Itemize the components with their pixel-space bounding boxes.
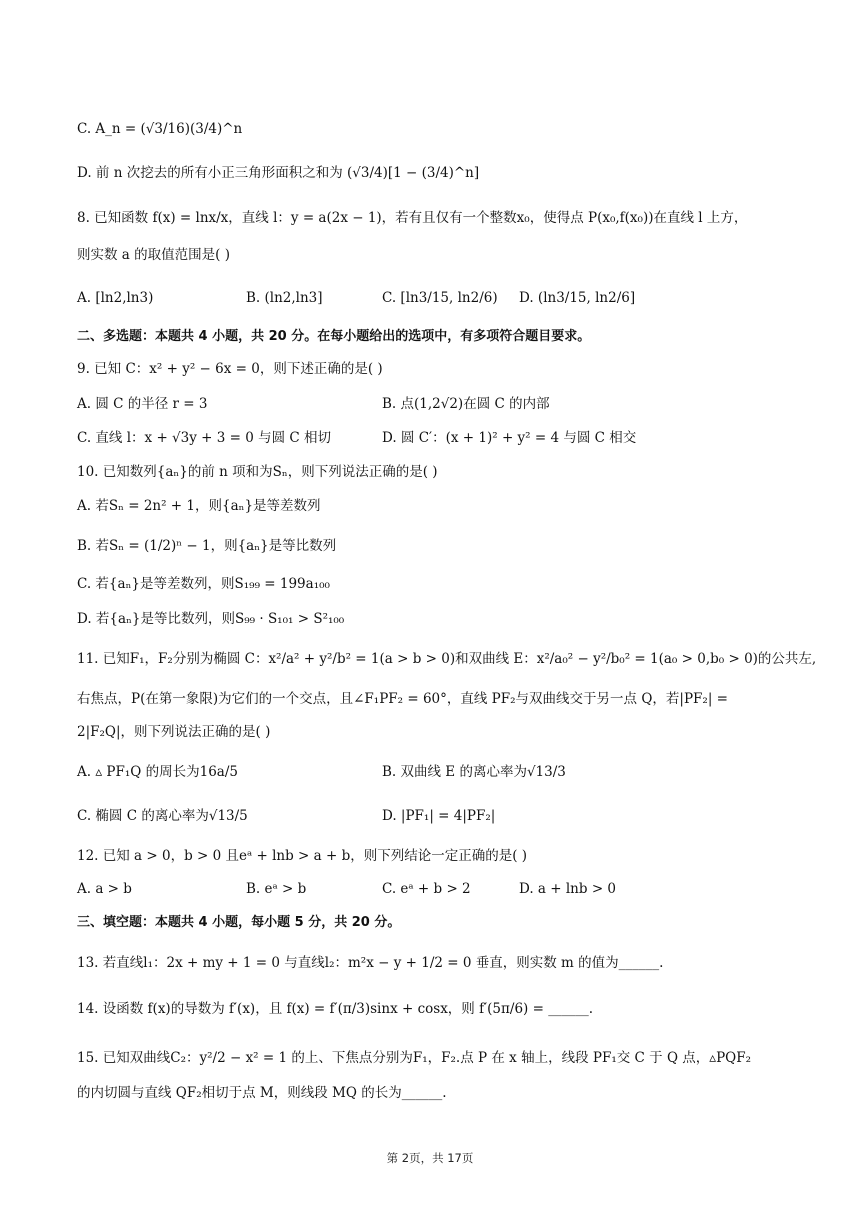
question-line: 9. 已知 C：x² + y² − 6x = 0，则下述正确的是( ) <box>77 361 383 377</box>
answer-option: A. [ln2,ln3) <box>77 290 154 306</box>
question-line: 8. 已知函数 f(x) = lnx/x，直线 l：y = a(2x − 1)，若有且仅有一个整数x₀，使得点 P(x₀,f(x₀))在直线 l 上方， <box>77 210 748 226</box>
question-line: D. 若{aₙ}是等比数列，则S₉₉ · S₁₀₁ > S²₁₀₀ <box>77 611 345 627</box>
question-line: 15. 已知双曲线C₂：y²/2 − x² = 1 的上、下焦点分别为F₁，F₂.点 P 在 x 轴上，线段 PF₁交 C 于 Q 点，▵PQF₂ <box>77 1050 752 1066</box>
answer-option: C. 直线 l：x + √3y + 3 = 0 与圆 C 相切 <box>77 430 332 446</box>
question-line: C. 若{aₙ}是等差数列，则S₁₉₉ = 199a₁₀₀ <box>77 576 330 592</box>
answer-option: A. 圆 C 的半径 r = 3 <box>77 396 208 412</box>
question-line: 则实数 a 的取值范围是( ) <box>77 247 230 263</box>
answer-option: C. 椭圆 C 的离心率为√13/5 <box>77 808 248 824</box>
section-heading: 二、多选题：本题共 4 小题，共 20 分。在每小题给出的选项中，有多项符合题目要求。 <box>77 329 591 344</box>
question-line: 的内切圆与直线 QF₂相切于点 M，则线段 MQ 的长为______. <box>77 1085 447 1101</box>
question-line: 右焦点，P(在第一象限)为它们的一个交点，且∠F₁PF₂ = 60°，直线 PF₂与双曲线交于另一点 Q，若|PF₂| = <box>77 691 728 707</box>
question-line: 12. 已知 a > 0，b > 0 且eᵃ + lnb > a + b，则下列结论一定正确的是( ) <box>77 848 528 864</box>
question-line: C. A_n = (√3/16)(3/4)^n <box>77 121 243 137</box>
question-line: 13. 若直线l₁：2x + my + 1 = 0 与直线l₂：m²x − y + 1/2 = 0 垂直，则实数 m 的值为______. <box>77 955 664 971</box>
question-line: 11. 已知F₁，F₂分别为椭圆 C：x²/a² + y²/b² = 1(a > b > 0)和双曲线 E：x²/a₀² − y²/b₀² = 1(a₀ > 0,b₀ > 0)的公共左, <box>77 651 817 667</box>
page-footer: 第 2页，共 17页 <box>386 1151 474 1165</box>
question-line: D. 前 n 次挖去的所有小正三角形面积之和为 (√3/4)[1 − (3/4)^n] <box>77 165 480 181</box>
answer-option: C. [ln3/15, ln2/6) <box>382 290 498 306</box>
question-line: 10. 已知数列{aₙ}的前 n 项和为Sₙ，则下列说法正确的是( ) <box>77 464 438 480</box>
answer-option: A. a > b <box>77 881 132 897</box>
answer-option: D. a + lnb > 0 <box>519 881 617 897</box>
answer-option: B. eᵃ > b <box>246 881 307 897</box>
answer-option: D. 圆 C′：(x + 1)² + y² = 4 与圆 C 相交 <box>382 430 637 446</box>
question-line: A. 若Sₙ = 2n² + 1，则{aₙ}是等差数列 <box>77 498 321 514</box>
question-line: B. 若Sₙ = (1/2)ⁿ − 1，则{aₙ}是等比数列 <box>77 538 337 554</box>
answer-option: D. |PF₁| = 4|PF₂| <box>382 808 496 824</box>
answer-option: B. (ln2,ln3] <box>246 290 323 306</box>
answer-option: B. 点(1,2√2)在圆 C 的内部 <box>382 396 550 412</box>
answer-option: A. ▵ PF₁Q 的周长为16a/5 <box>77 764 238 780</box>
answer-option: C. eᵃ + b > 2 <box>382 881 471 897</box>
section-heading: 三、填空题：本题共 4 小题，每小题 5 分，共 20 分。 <box>77 915 401 930</box>
question-line: 14. 设函数 f(x)的导数为 f′(x)，且 f(x) = f′(π/3)sinx + cosx，则 f′(5π/6) = ______. <box>77 1001 593 1017</box>
question-line: 2|F₂Q|，则下列说法正确的是( ) <box>77 724 271 740</box>
answer-option: B. 双曲线 E 的离心率为√13/3 <box>382 764 566 780</box>
answer-option: D. (ln3/15, ln2/6] <box>519 290 636 306</box>
